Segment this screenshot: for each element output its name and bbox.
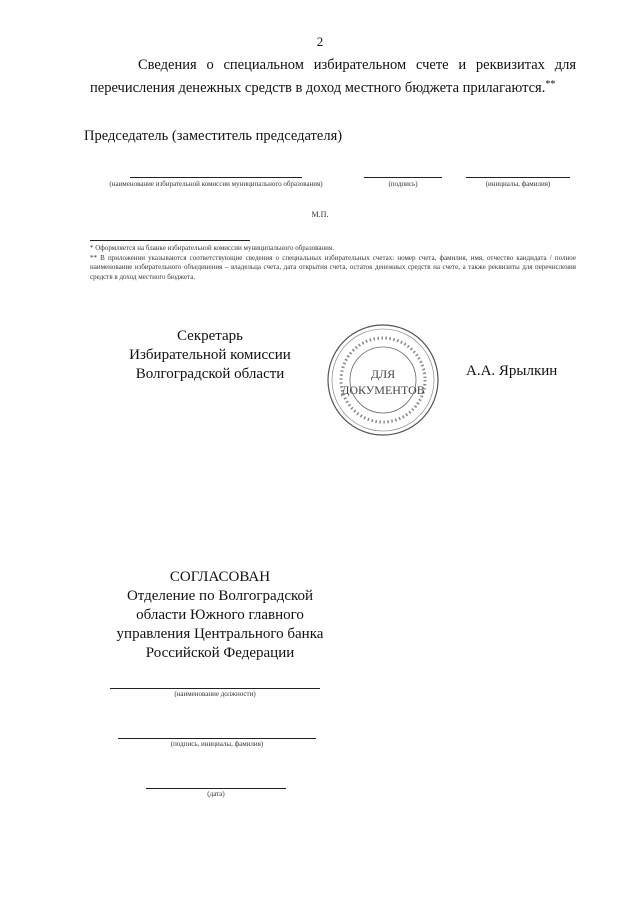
seal-place-label: М.П.: [311, 210, 329, 219]
date-line: [146, 788, 286, 789]
commission-name-caption: (наименование избирательной комиссии муниципального образования): [109, 180, 323, 188]
footnote-2: ** В приложении указываются соответствующие сведения о специальных избирательных счетах: номер счета, фамилия, имя, отчество кандидата / полное наименование избирательного объединения – владельца счета, дата открытия счета, остаток денежных средств на счете, а также реквизиты для перечисления средств в доход местного бюджета.: [90, 253, 576, 281]
approval-signature-line: [118, 738, 316, 739]
intro-line-2-text: перечисления денежных средств в доход местного бюджета прилагаются.: [90, 80, 546, 96]
page-number: 2: [316, 34, 324, 49]
initials-caption: (инициалы, фамилия): [485, 180, 551, 188]
intro-line-1: Сведения о специальном избирательном счете и реквизитах для: [138, 57, 576, 73]
approval-block: [100, 568, 340, 663]
initials-line: [466, 177, 570, 178]
secretary-org-line-2: Волгоградской области: [135, 366, 285, 382]
position-line: [110, 688, 320, 689]
approved-heading: СОГЛАСОВАН: [169, 569, 271, 585]
approved-org-line-3: управления Центрального банка: [116, 626, 324, 642]
date-caption: (дата): [207, 790, 225, 798]
signature-line: [364, 177, 442, 178]
commission-name-line: [130, 177, 302, 178]
secretary-org-line-1: Избирательной комиссии: [129, 347, 291, 363]
secretary-block: [110, 327, 310, 384]
seal-stamp-icon: [325, 322, 441, 438]
footnote-separator: [90, 240, 250, 241]
approval-signature-caption: (подпись, инициалы, фамилия): [170, 740, 264, 748]
secretary-title: Секретарь: [176, 328, 244, 344]
intro-line-2: [90, 75, 576, 98]
secretary-name: А.А. Ярылкин: [466, 363, 558, 379]
stamp-text-line-1: ДЛЯ: [370, 367, 396, 381]
footnotes: [90, 244, 576, 282]
stamp-text-line-2: ДОКУМЕНТОВ: [341, 383, 425, 397]
approved-org-line-2: области Южного главного: [136, 607, 304, 623]
approved-org-line-1: Отделение по Волгоградской: [126, 588, 314, 604]
footnote-mark: **: [545, 79, 556, 90]
chair-title: Председатель (заместитель председателя): [84, 128, 343, 144]
intro-paragraph: [90, 56, 576, 98]
footnote-1: * Оформляется на бланке избирательной комиссии муниципального образования.: [90, 244, 334, 252]
approved-org-line-4: Российской Федерации: [145, 645, 295, 661]
position-caption: (наименование должности): [174, 690, 256, 698]
signature-caption: (подпись): [388, 180, 418, 188]
